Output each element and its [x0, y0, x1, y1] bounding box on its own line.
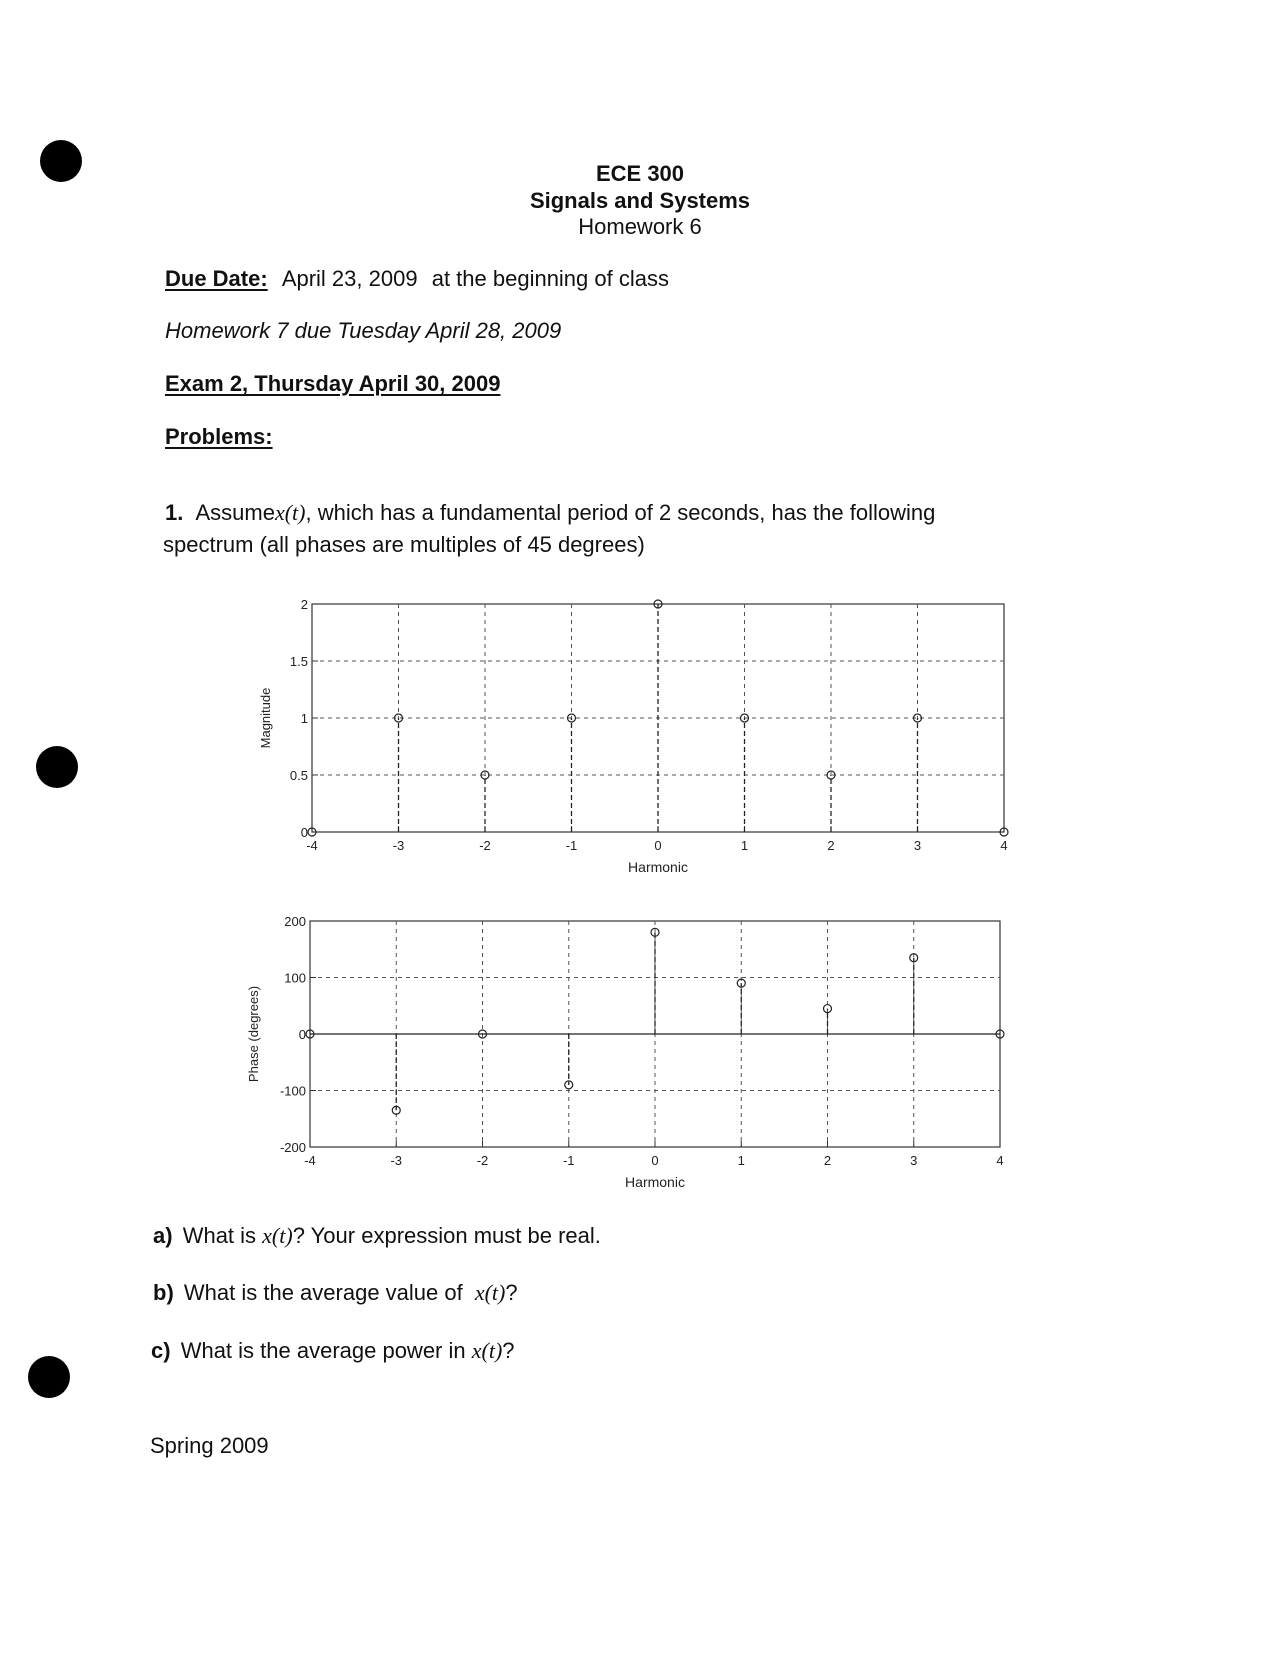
chart0-ytick-label: 1	[300, 711, 308, 726]
chart0-xtick-label: 0	[654, 838, 662, 853]
chart1-xtick-label: 4	[996, 1153, 1004, 1168]
question-c-var: x(t)	[471, 1338, 503, 1363]
chart1-xtick-label: -4	[304, 1153, 316, 1168]
chart0-marker-1	[741, 714, 749, 722]
question-c	[151, 1338, 515, 1364]
chart1-marker--2	[479, 1030, 487, 1038]
problems-heading: Problems:	[165, 424, 273, 449]
question-b	[153, 1280, 518, 1306]
exam-note: Exam 2, Thursday April 30, 2009	[165, 371, 501, 396]
chart1-marker--1	[565, 1081, 573, 1089]
course-title: Signals and Systems	[529, 188, 751, 213]
problem1-var: x(t)	[274, 500, 306, 525]
chart0-xtick-label: 1	[740, 838, 749, 853]
phase-chart	[246, 914, 1004, 1190]
chart1-marker-0	[651, 928, 659, 936]
chart1-ytick-label: 100	[284, 970, 306, 986]
chart0-marker-3	[914, 714, 922, 722]
chart0-ylabel: Magnitude	[258, 687, 273, 749]
chart0-ytick-label: 0	[300, 825, 308, 840]
chart1-xtick-label: -2	[476, 1153, 489, 1168]
chart0-xtick-label: -4	[306, 838, 318, 853]
chart0-xtick-label: 2	[827, 838, 835, 853]
chart0-marker--4	[308, 828, 316, 836]
chart1-marker--4	[306, 1030, 314, 1038]
chart1-ytick-label: 0	[298, 1027, 306, 1042]
question-c-label: c)	[151, 1338, 171, 1363]
chart1-plot-frame	[310, 921, 1000, 1147]
chart0-marker-4	[1000, 828, 1008, 836]
question-a-var: x(t)	[262, 1223, 293, 1248]
chart1-marker-3	[910, 954, 918, 962]
question-a	[153, 1223, 601, 1249]
chart1-ytick-label: -200	[279, 1140, 306, 1155]
problem1-line2: spectrum (all phases are multiples of 45 degrees)	[163, 532, 645, 557]
question-b-label: b)	[153, 1280, 174, 1305]
problem1-assume: Assume	[195, 500, 275, 525]
chart1-ytick-label: -100	[279, 1083, 306, 1099]
chart1-marker-2	[824, 1005, 832, 1013]
question-c-post: ?	[502, 1338, 515, 1363]
chart1-marker-4	[996, 1030, 1004, 1038]
question-b-var: x(t)	[474, 1280, 506, 1305]
chart1-ytick-label: 200	[284, 914, 306, 929]
question-a-label: a)	[153, 1223, 173, 1248]
chart1-xtick-label: 3	[910, 1153, 918, 1168]
chart0-xlabel: Harmonic	[628, 859, 688, 875]
due-date-label: Due Date:	[165, 266, 268, 291]
chart0-xtick-label: -1	[565, 838, 578, 853]
chart1-xtick-label: 1	[737, 1153, 745, 1168]
problem1-text: , which has a fundamental period of 2 seconds, has the following	[305, 500, 936, 525]
chart0-marker--1	[568, 714, 576, 722]
chart1-xtick-label: 0	[651, 1153, 659, 1168]
chart1-xtick-label: -1	[562, 1153, 575, 1168]
chart0-ytick-label: 2	[300, 597, 308, 612]
chart0-plot-frame	[312, 604, 1004, 832]
due-date-line	[165, 266, 669, 292]
chart0-marker--2	[481, 771, 489, 779]
question-a-post: ? Your expression must be real.	[292, 1223, 601, 1248]
problem1-number: 1.	[165, 500, 184, 525]
chart0-xtick-label: -2	[479, 838, 491, 853]
question-c-pre: What is the average power in	[180, 1338, 466, 1363]
chart0-marker-0	[654, 600, 662, 608]
chart0-xtick-label: 3	[913, 838, 922, 853]
chart0-xtick-label: -3	[392, 838, 405, 853]
chart1-marker-1	[737, 979, 745, 987]
chart0-ytick-label: 1.5	[289, 654, 308, 669]
punch-hole-middle	[36, 746, 78, 788]
due-date-value: April 23, 2009	[281, 266, 418, 291]
magnitude-chart	[258, 597, 1008, 875]
question-a-pre: What is	[182, 1223, 257, 1248]
chart0-marker-2	[827, 771, 835, 779]
question-b-post: ?	[505, 1280, 518, 1305]
chart0-marker--3	[395, 714, 403, 722]
chart1-xtick-label: -3	[390, 1153, 403, 1168]
footer-term: Spring 2009	[150, 1433, 269, 1458]
assignment-title: Homework 6	[578, 214, 702, 239]
chart0-ytick-label: 0.5	[289, 768, 308, 783]
problem1-line1	[165, 500, 935, 526]
course-number: ECE 300	[595, 161, 685, 186]
chart1-xlabel: Harmonic	[625, 1174, 685, 1190]
due-date-detail: at the beginning of class	[431, 266, 669, 291]
chart1-xtick-label: 2	[823, 1153, 832, 1168]
question-b-pre: What is the average value of	[183, 1280, 463, 1305]
chart0-xtick-label: 4	[1000, 838, 1008, 853]
chart1-marker--3	[392, 1106, 400, 1114]
homework7-note: Homework 7 due Tuesday April 28, 2009	[165, 318, 562, 343]
chart1-ylabel: Phase (degrees)	[246, 985, 261, 1083]
punch-hole-bottom	[28, 1356, 70, 1398]
